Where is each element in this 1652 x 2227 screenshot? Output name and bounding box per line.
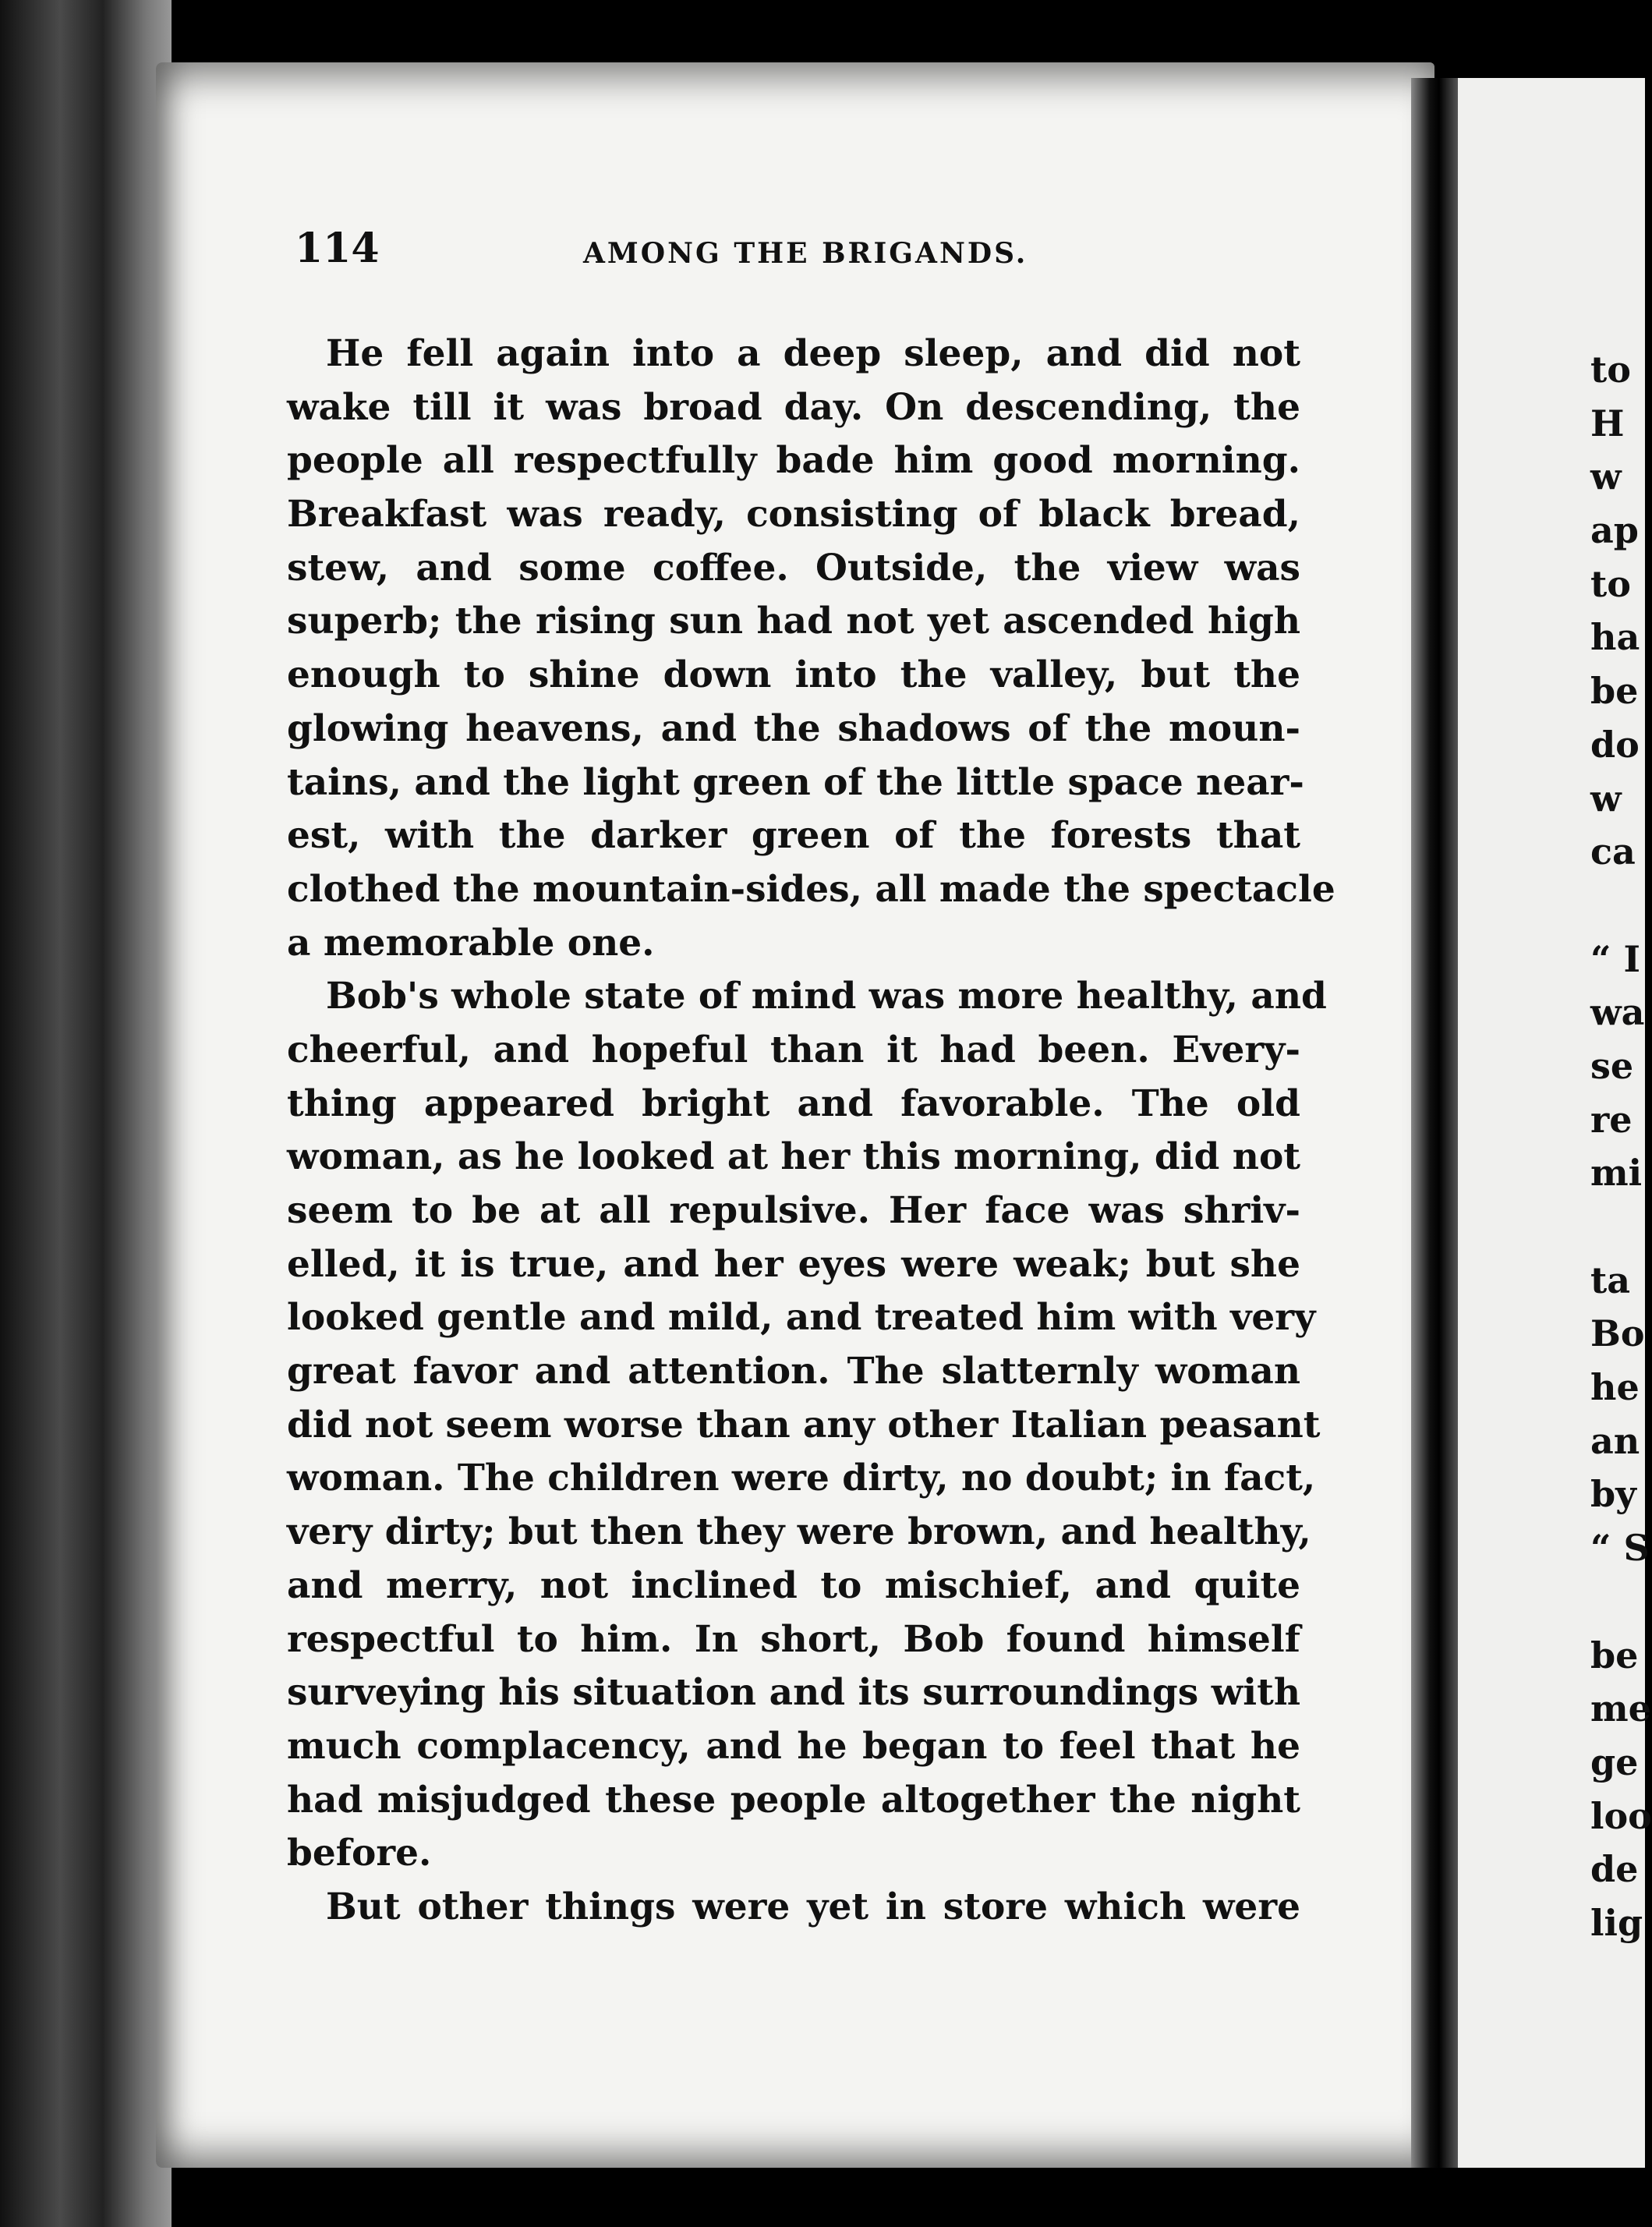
- text-line: had misjudged these people altogether the night: [287, 1778, 1300, 1822]
- text-line: est, with the darker green of the forests that: [287, 814, 1300, 858]
- text-fragment: be: [1590, 1634, 1639, 1676]
- text-fragment: to: [1590, 562, 1631, 605]
- text-fragment: to: [1590, 349, 1631, 391]
- text-line: did not seem worse than any other Italian peasant: [287, 1403, 1321, 1446]
- text-line: wake till it was broad day. On descending, the: [287, 385, 1300, 429]
- text-fragment: “ I: [1590, 937, 1640, 980]
- text-fragment: loo: [1590, 1794, 1652, 1837]
- text-fragment: ca: [1590, 830, 1636, 873]
- text-fragment: he: [1590, 1366, 1640, 1409]
- text-fragment: Bo: [1590, 1312, 1645, 1355]
- text-fragment: [1590, 1575, 1634, 1629]
- text-line: a memorable one.: [287, 921, 655, 965]
- text-fragment: lig: [1590, 1901, 1643, 1944]
- text-fragment: by: [1590, 1473, 1636, 1516]
- text-fragment: me: [1590, 1687, 1651, 1730]
- text-line: woman, as he looked at her this morning, did not: [287, 1135, 1300, 1179]
- text-line: Breakfast was ready, consisting of black bread,: [287, 493, 1300, 536]
- text-fragment: H: [1590, 402, 1625, 444]
- text-fragment: ge: [1590, 1740, 1639, 1783]
- text-line: cheerful, and hopeful than it had been. Every-: [287, 1028, 1300, 1071]
- text-line: before.: [287, 1832, 432, 1875]
- text-fragment: ha: [1590, 616, 1640, 659]
- body-text: [287, 328, 1335, 1935]
- text-line: But other things were yet in store which were: [326, 1885, 1300, 1928]
- text-line: stew, and some coffee. Outside, the view was: [287, 546, 1300, 590]
- text-fragment: de: [1590, 1848, 1639, 1891]
- text-fragment: an: [1590, 1419, 1640, 1462]
- text-fragment: do: [1590, 723, 1640, 766]
- running-title: AMONG THE BRIGANDS.: [583, 237, 1028, 270]
- text-line: great favor and attention. The slatternly woman: [287, 1350, 1300, 1393]
- text-fragment: ta: [1590, 1259, 1631, 1301]
- text-fragment: “ S: [1590, 1527, 1650, 1570]
- text-fragment: ap: [1590, 509, 1639, 552]
- left-scan-border: [0, 0, 172, 2227]
- text-line: enough to shine down into the valley, but the: [287, 653, 1300, 697]
- text-fragment: [1590, 879, 1634, 933]
- text-line: superb; the rising sun had not yet ascended high: [287, 600, 1300, 643]
- text-line: people all respectfully bade him good morning.: [287, 439, 1300, 483]
- book-gutter: [1411, 78, 1458, 2168]
- page-header: [295, 225, 1300, 279]
- text-line: surveying his situation and its surroundings with: [287, 1671, 1300, 1715]
- text-line: tains, and the light green of the little space near-: [287, 760, 1304, 804]
- text-line: woman. The children were dirty, no doubt; in fact,: [287, 1457, 1316, 1500]
- page-number: 114: [295, 225, 380, 272]
- text-line: respectful to him. In short, Bob found himself: [287, 1617, 1300, 1661]
- text-fragment: w: [1590, 455, 1622, 498]
- text-line: very dirty; but then they were brown, and healthy,: [287, 1510, 1311, 1554]
- text-line: and merry, not inclined to mischief, and quite: [287, 1563, 1300, 1607]
- text-line: glowing heavens, and the shadows of the moun-: [287, 706, 1300, 750]
- text-line: clothed the mountain-sides, all made the spectacle: [287, 867, 1335, 911]
- text-line: Bob's whole state of mind was more healthy, and: [326, 975, 1327, 1018]
- text-line: thing appeared bright and favorable. The old: [287, 1082, 1300, 1125]
- right-page-text-fragments: [1590, 343, 1652, 1950]
- text-fragment: re: [1590, 1098, 1633, 1141]
- text-fragment: be: [1590, 670, 1639, 713]
- text-fragment: [1590, 1200, 1634, 1254]
- text-line: elled, it is true, and her eyes were weak; but she: [287, 1242, 1300, 1286]
- text-fragment: mi: [1590, 1152, 1643, 1195]
- text-line: He fell again into a deep sleep, and did not: [326, 332, 1300, 375]
- text-fragment: wa: [1590, 991, 1645, 1034]
- text-line: seem to be at all repulsive. Her face was shriv-: [287, 1189, 1300, 1232]
- text-line: looked gentle and mild, and treated him with very: [287, 1296, 1316, 1340]
- text-fragment: w: [1590, 777, 1622, 820]
- text-line: much complacency, and he began to feel that he: [287, 1724, 1300, 1768]
- text-fragment: se: [1590, 1044, 1634, 1087]
